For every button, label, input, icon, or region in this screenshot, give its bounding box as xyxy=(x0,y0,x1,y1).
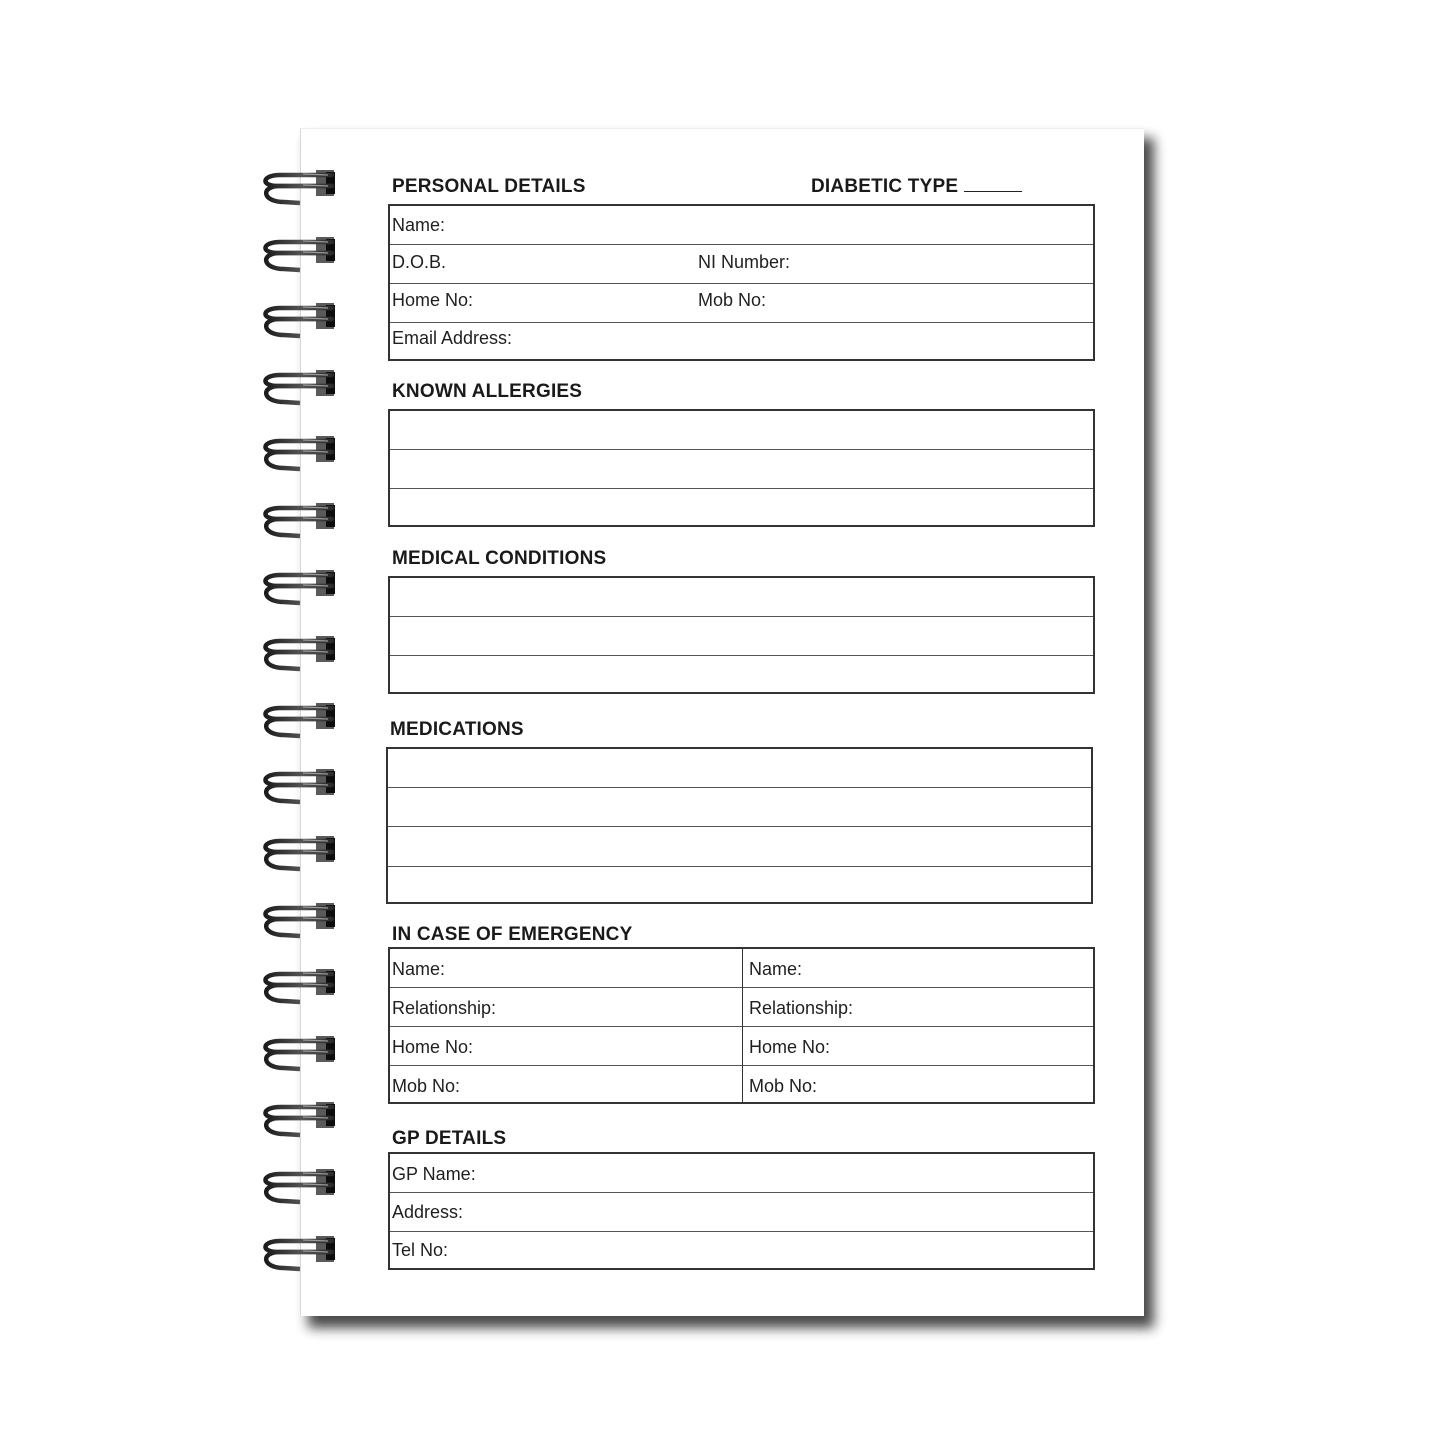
medications-heading: MEDICATIONS xyxy=(390,719,524,740)
spiral-ring-icon xyxy=(258,235,344,277)
ni-number-field[interactable]: NI Number: xyxy=(698,252,791,272)
writing-line xyxy=(388,866,1091,867)
writing-line xyxy=(388,787,1091,788)
gp-details-box xyxy=(388,1152,1095,1270)
gp-address-field[interactable]: Address: xyxy=(392,1202,464,1222)
writing-line xyxy=(390,616,1093,617)
spiral-ring-icon xyxy=(258,301,344,343)
spiral-ring-icon xyxy=(258,168,344,210)
column-divider xyxy=(742,949,743,1102)
spiral-ring-icon xyxy=(258,701,344,743)
medical-conditions-heading: MEDICAL CONDITIONS xyxy=(392,548,607,569)
emergency-box xyxy=(388,947,1095,1104)
medical-conditions-box[interactable] xyxy=(388,576,1095,694)
emergency-heading: IN CASE OF EMERGENCY xyxy=(392,924,633,945)
spiral-ring-icon xyxy=(258,368,344,410)
row-divider xyxy=(390,283,1093,284)
known-allergies-heading: KNOWN ALLERGIES xyxy=(392,381,583,402)
writing-line xyxy=(390,449,1093,450)
contact1-relationship-field[interactable]: Relationship: xyxy=(392,998,497,1018)
writing-line xyxy=(390,655,1093,656)
spiral-ring-icon xyxy=(258,967,344,1009)
name-field[interactable]: Name: xyxy=(392,215,446,235)
contact2-home-no-field[interactable]: Home No: xyxy=(749,1037,831,1057)
email-address-field[interactable]: Email Address: xyxy=(392,328,513,348)
spiral-ring-icon xyxy=(258,501,344,543)
spiral-ring-icon xyxy=(258,901,344,943)
gp-name-field[interactable]: GP Name: xyxy=(392,1164,476,1184)
diabetic-type-blank[interactable] xyxy=(964,177,1022,192)
home-no-field[interactable]: Home No: xyxy=(392,290,474,310)
row-divider xyxy=(390,244,1093,245)
row-divider xyxy=(390,1231,1093,1232)
row-divider xyxy=(390,322,1093,323)
personal-details-box xyxy=(388,204,1095,361)
writing-line xyxy=(390,488,1093,489)
contact1-name-field[interactable]: Name: xyxy=(392,959,446,979)
contact2-mob-no-field[interactable]: Mob No: xyxy=(749,1076,818,1096)
spiral-ring-icon xyxy=(258,1167,344,1209)
spiral-ring-icon xyxy=(258,634,344,676)
mob-no-field[interactable]: Mob No: xyxy=(698,290,767,310)
row-divider xyxy=(390,1192,1093,1193)
writing-line xyxy=(388,826,1091,827)
gp-tel-no-field[interactable]: Tel No: xyxy=(392,1240,449,1260)
contact1-mob-no-field[interactable]: Mob No: xyxy=(392,1076,461,1096)
diabetic-type-label: DIABETIC TYPE xyxy=(811,176,959,197)
medications-box[interactable] xyxy=(386,747,1093,904)
spiral-ring-icon xyxy=(258,834,344,876)
known-allergies-box[interactable] xyxy=(388,409,1095,527)
contact2-relationship-field[interactable]: Relationship: xyxy=(749,998,854,1018)
dob-field[interactable]: D.O.B. xyxy=(392,252,447,272)
spiral-ring-icon xyxy=(258,1234,344,1276)
spiral-ring-icon xyxy=(258,767,344,809)
spiral-ring-icon xyxy=(258,1100,344,1142)
gp-details-heading: GP DETAILS xyxy=(392,1128,507,1149)
diabetic-type-field[interactable] xyxy=(811,176,1022,198)
contact1-home-no-field[interactable]: Home No: xyxy=(392,1037,474,1057)
spiral-ring-icon xyxy=(258,434,344,476)
spiral-ring-icon xyxy=(258,568,344,610)
spiral-ring-icon xyxy=(258,1034,344,1076)
contact2-name-field[interactable]: Name: xyxy=(749,959,803,979)
personal-details-heading: PERSONAL DETAILS xyxy=(392,176,586,197)
